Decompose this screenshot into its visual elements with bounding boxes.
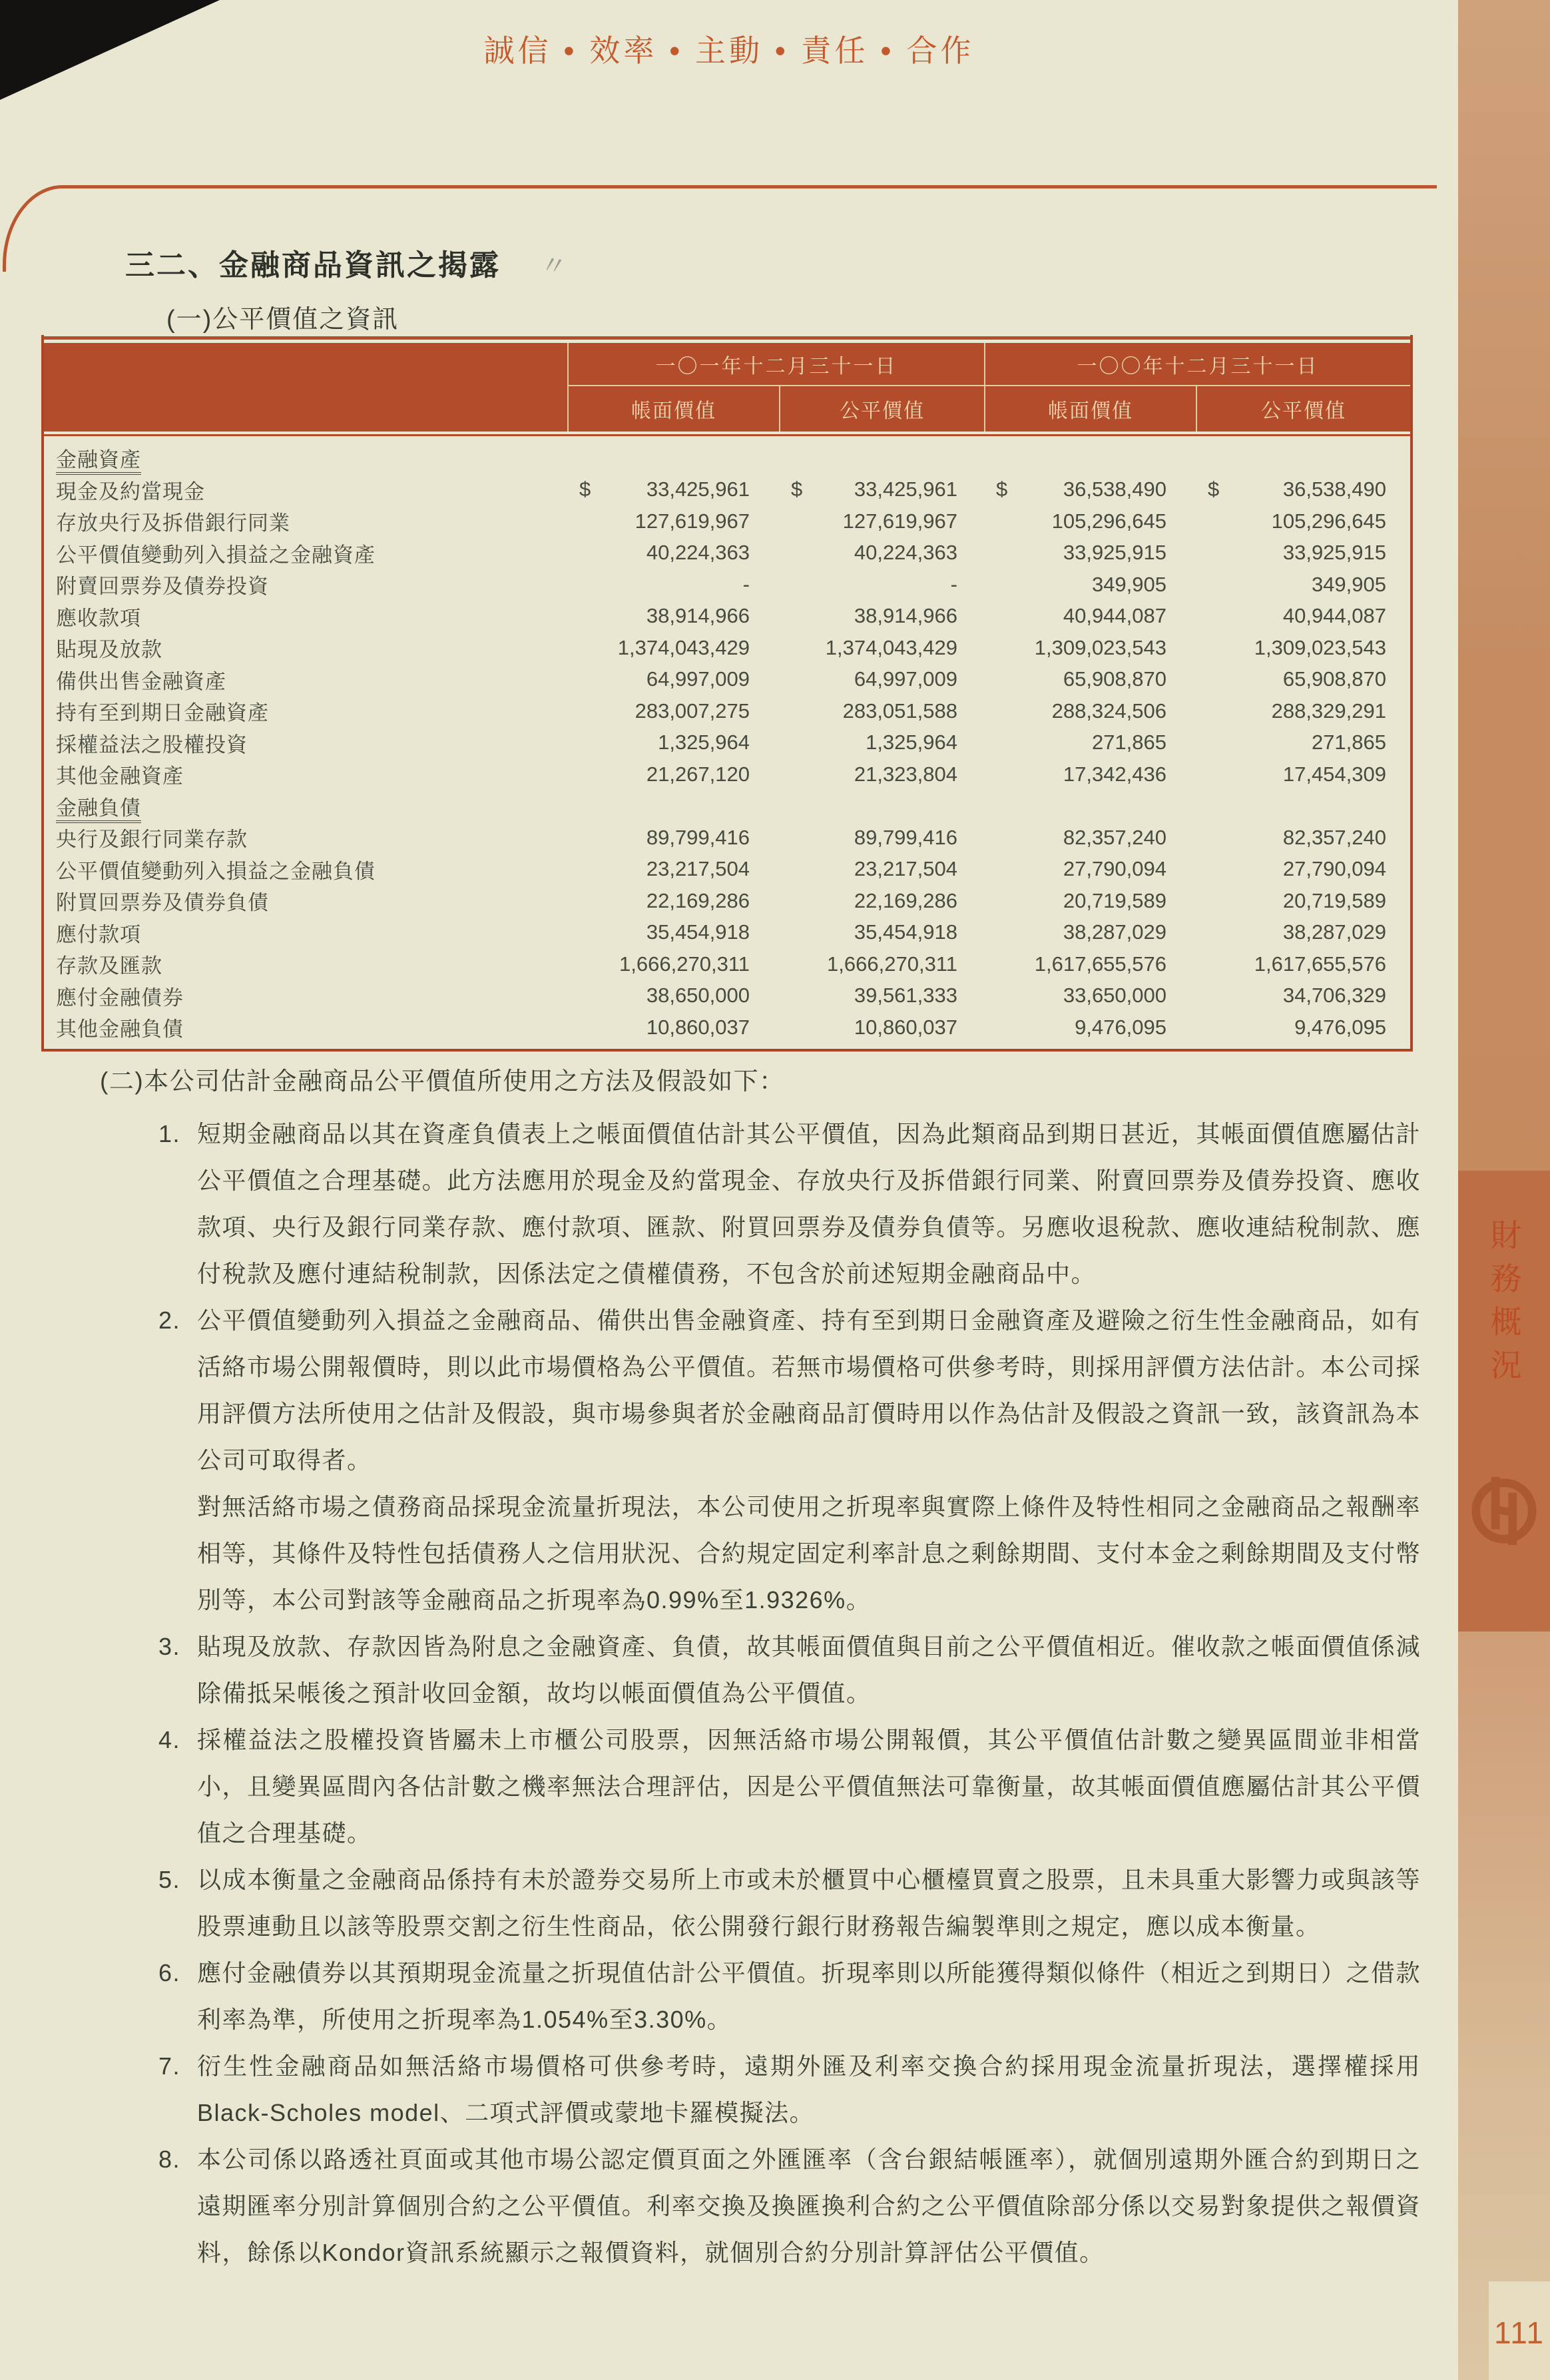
cell-value: 33,425,961 bbox=[854, 477, 957, 501]
value-cell bbox=[779, 1016, 984, 1040]
notes-heading: (二)本公司估計金融商品公平價值所使用之方法及假設如下： bbox=[100, 1067, 785, 1095]
table-row bbox=[44, 537, 1410, 569]
sidebar-tab bbox=[1458, 1171, 1550, 1632]
note-item bbox=[158, 1717, 1421, 1857]
cell-value: 38,914,966 bbox=[646, 604, 750, 628]
note-item bbox=[158, 1111, 1421, 1297]
note-item bbox=[158, 2136, 1421, 2276]
table-row bbox=[44, 569, 1410, 601]
banner-slogan: 誠信 • 效率 • 主動 • 責任 • 合作 bbox=[483, 33, 975, 68]
value-cell bbox=[984, 604, 1196, 628]
row-label-cell bbox=[44, 696, 567, 726]
cell-value: 22,169,286 bbox=[854, 888, 957, 912]
value-cell bbox=[1196, 573, 1410, 597]
notes-items bbox=[158, 1111, 1421, 2276]
cell-value: 89,799,416 bbox=[854, 825, 957, 849]
value-cell bbox=[984, 889, 1196, 913]
cell-value: 9,476,095 bbox=[1075, 1015, 1166, 1039]
cell-value: 40,224,363 bbox=[854, 541, 957, 565]
row-label: 應付金融債券 bbox=[56, 986, 184, 1010]
cell-value: 283,007,275 bbox=[635, 699, 750, 723]
cell-value: 34,706,329 bbox=[1282, 984, 1386, 1008]
value-cell bbox=[779, 699, 984, 723]
note-text: 對無活絡市場之債務商品採現金流量折現法，本公司使用之折現率與實際上條件及特性相同之金融商品之報酬率相等，其條件及特性包括債務人之信用狀況、合約規定固定利率計息之剩餘期間、支付本金之剩餘期間及支付幣別等，本公司對該等金融商品之折現率為0.99%至1.9326%。 bbox=[197, 1493, 1421, 1614]
value-cell bbox=[567, 952, 779, 976]
value-cell bbox=[1196, 636, 1410, 660]
value-cell bbox=[567, 477, 779, 501]
cell-value: 10,860,037 bbox=[854, 1015, 957, 1039]
page-number-box bbox=[1489, 2281, 1550, 2380]
note-item bbox=[158, 1624, 1421, 1717]
banner-divider-curve bbox=[3, 185, 67, 272]
cell-value: 1,666,270,311 bbox=[827, 952, 957, 976]
cell-value: 27,790,094 bbox=[1282, 857, 1386, 881]
cell-value: 27,790,094 bbox=[1063, 857, 1166, 881]
value-cell bbox=[984, 477, 1196, 501]
cell-value: 35,454,918 bbox=[854, 920, 957, 944]
value-cell bbox=[567, 667, 779, 691]
value-cell bbox=[779, 509, 984, 533]
value-cell bbox=[779, 984, 984, 1008]
cell-value: 89,799,416 bbox=[646, 825, 750, 849]
cell-value: 40,944,087 bbox=[1282, 604, 1386, 628]
row-label-cell bbox=[44, 886, 567, 916]
note-number: 8. bbox=[158, 2146, 181, 2173]
table-row bbox=[44, 632, 1410, 664]
cell-value: 33,925,915 bbox=[1282, 541, 1386, 565]
value-cell bbox=[1196, 984, 1410, 1008]
note-text: 公平價值變動列入損益之金融商品、備供出售金融資產、持有至到期日金融資產及避險之衍生性金融商品，如有活絡市場公開報價時，則以此市場價格為公平價值。若無市場價格可供參考時，則採用評價方法估計。本公司採用評價方法所使用之估計及假設，與市場參與者於金融商品訂價時用以作為估計及假設之資訊一致，該資訊為本公司可取得者。 bbox=[197, 1307, 1421, 1474]
currency-symbol: $ bbox=[791, 477, 803, 501]
value-cell bbox=[779, 636, 984, 660]
value-cell bbox=[567, 731, 779, 754]
header-bottom-rule bbox=[44, 432, 1410, 438]
row-label: 持有至到期日金融資產 bbox=[56, 701, 269, 725]
value-cell bbox=[984, 952, 1196, 976]
value-cell bbox=[567, 920, 779, 944]
cell-value: 21,323,804 bbox=[854, 762, 957, 786]
cell-value: 17,454,309 bbox=[1282, 762, 1386, 786]
table-row bbox=[44, 854, 1410, 886]
table-row bbox=[44, 758, 1410, 790]
row-label-cell bbox=[44, 633, 567, 663]
row-label: 金融負債 bbox=[56, 796, 141, 823]
notes-section bbox=[100, 1060, 1421, 2276]
value-cell bbox=[984, 1016, 1196, 1040]
cell-value: 33,650,000 bbox=[1063, 984, 1166, 1008]
row-label: 央行及銀行同業存款 bbox=[56, 828, 248, 852]
value-cell bbox=[567, 984, 779, 1008]
cell-value: 127,619,967 bbox=[842, 509, 957, 533]
value-cell bbox=[1196, 509, 1410, 533]
subsection-title: (一)公平價值之資訊 bbox=[166, 306, 399, 334]
sidebar-strip bbox=[1458, 0, 1550, 2380]
value-cell bbox=[984, 636, 1196, 660]
section-row bbox=[44, 442, 1410, 474]
table-row bbox=[44, 695, 1410, 727]
value-cell bbox=[779, 920, 984, 944]
value-cell bbox=[567, 857, 779, 881]
column-header-book-value-101: 帳面價值 bbox=[567, 386, 779, 432]
row-label-cell bbox=[44, 759, 567, 789]
cell-value: - bbox=[742, 572, 750, 596]
value-cell bbox=[779, 604, 984, 628]
row-label-cell bbox=[44, 443, 567, 473]
table-top-rule bbox=[44, 335, 1410, 343]
value-cell bbox=[984, 762, 1196, 786]
cell-value: 17,342,436 bbox=[1063, 762, 1166, 786]
column-header-fair-value-101: 公平價值 bbox=[779, 386, 984, 432]
page-number: 111 bbox=[1494, 2315, 1545, 2350]
cell-value: 1,374,043,429 bbox=[617, 635, 750, 659]
value-cell bbox=[779, 889, 984, 913]
table-row bbox=[44, 980, 1410, 1012]
cell-value: 40,944,087 bbox=[1063, 604, 1166, 628]
value-cell bbox=[984, 541, 1196, 565]
table-row bbox=[44, 727, 1410, 759]
cell-value: 38,650,000 bbox=[646, 984, 750, 1008]
row-label-cell bbox=[44, 665, 567, 695]
cell-value: 1,666,270,311 bbox=[619, 952, 750, 976]
note-text: 貼現及放款、存款因皆為附息之金融資產、負債，故其帳面價值與目前之公平價值相近。催收款之帳面價值係減除備抵呆帳後之預計收回金額，故均以帳面價值為公平價值。 bbox=[197, 1633, 1421, 1707]
note-text: 應付金融債券以其預期現金流量之折現值估計公平價值。折現率則以所能獲得類似條件（相近之到期日）之借款利率為準，所使用之折現率為1.054%至3.30%。 bbox=[197, 1959, 1421, 2033]
value-cell bbox=[984, 573, 1196, 597]
cell-value: 82,357,240 bbox=[1063, 825, 1166, 849]
row-label: 公平價值變動列入損益之金融資產 bbox=[56, 543, 376, 567]
cell-value: 1,325,964 bbox=[658, 731, 750, 754]
cell-value: 10,860,037 bbox=[646, 1015, 750, 1039]
column-header-book-value-100: 帳面價值 bbox=[984, 386, 1196, 432]
row-label: 現金及約當現金 bbox=[56, 479, 205, 503]
note-number: 1. bbox=[158, 1120, 181, 1147]
row-label-cell bbox=[44, 475, 567, 505]
value-cell bbox=[567, 573, 779, 597]
row-label: 貼現及放款 bbox=[56, 638, 162, 662]
cell-value: 20,719,589 bbox=[1282, 888, 1386, 912]
cell-value: 65,908,870 bbox=[1063, 667, 1166, 691]
row-label: 應付款項 bbox=[56, 922, 141, 946]
value-cell bbox=[779, 477, 984, 501]
row-label-cell bbox=[44, 569, 567, 599]
value-cell bbox=[567, 1016, 779, 1040]
value-cell bbox=[779, 857, 984, 881]
value-cell bbox=[779, 826, 984, 850]
cell-value: 288,329,291 bbox=[1271, 699, 1386, 723]
value-cell bbox=[1196, 731, 1410, 754]
value-cell bbox=[567, 604, 779, 628]
cell-value: 288,324,506 bbox=[1051, 699, 1166, 723]
cell-value: 23,217,504 bbox=[854, 857, 957, 881]
value-cell bbox=[779, 667, 984, 691]
value-cell bbox=[1196, 857, 1410, 881]
cell-value: 64,997,009 bbox=[854, 667, 957, 691]
row-label: 應收款項 bbox=[56, 606, 141, 630]
value-cell bbox=[567, 762, 779, 786]
row-label: 附買回票券及債券負債 bbox=[56, 891, 269, 915]
value-cell bbox=[984, 699, 1196, 723]
cell-value: 349,905 bbox=[1311, 572, 1386, 596]
page-title: 三二、金融商品資訊之揭露 bbox=[125, 249, 501, 282]
cell-value: 20,719,589 bbox=[1063, 888, 1166, 912]
row-label: 其他金融負債 bbox=[56, 1018, 184, 1041]
cell-value: 38,914,966 bbox=[854, 604, 957, 628]
row-label-cell bbox=[44, 538, 567, 568]
fair-value-table bbox=[41, 335, 1413, 1051]
cell-value: 105,296,645 bbox=[1051, 509, 1166, 533]
table-row bbox=[44, 664, 1410, 696]
note-number: 4. bbox=[158, 1726, 181, 1753]
value-cell bbox=[779, 762, 984, 786]
column-group-year-100: 一〇〇年十二月三十一日 bbox=[984, 343, 1410, 385]
note-number: 6. bbox=[158, 1959, 181, 1986]
value-cell bbox=[984, 667, 1196, 691]
value-cell bbox=[1196, 889, 1410, 913]
note-number: 3. bbox=[158, 1633, 181, 1660]
row-label-cell bbox=[44, 728, 567, 758]
table-header bbox=[44, 343, 1410, 432]
table-row bbox=[44, 917, 1410, 949]
value-cell bbox=[984, 920, 1196, 944]
row-label: 附賣回票券及債券投資 bbox=[56, 575, 269, 599]
cell-value: 36,538,490 bbox=[1282, 477, 1386, 501]
value-cell bbox=[1196, 604, 1410, 628]
value-cell bbox=[1196, 826, 1410, 850]
value-cell bbox=[567, 509, 779, 533]
cell-value: 1,617,655,576 bbox=[1034, 952, 1166, 976]
value-cell bbox=[1196, 541, 1410, 565]
row-label-cell bbox=[44, 506, 567, 536]
cell-value: 1,617,655,576 bbox=[1254, 952, 1386, 976]
cell-value: 21,267,120 bbox=[646, 762, 750, 786]
value-cell bbox=[567, 699, 779, 723]
cell-value: 40,224,363 bbox=[646, 541, 750, 565]
cell-value: 82,357,240 bbox=[1282, 825, 1386, 849]
cell-value: 38,287,029 bbox=[1063, 920, 1166, 944]
row-label-cell bbox=[44, 854, 567, 884]
cell-value: 283,051,588 bbox=[842, 699, 957, 723]
row-label-cell bbox=[44, 822, 567, 852]
value-cell bbox=[779, 541, 984, 565]
value-cell bbox=[984, 731, 1196, 754]
cell-value: 33,925,915 bbox=[1063, 541, 1166, 565]
note-number: 2. bbox=[158, 1307, 181, 1334]
cell-value: 349,905 bbox=[1091, 572, 1166, 596]
value-cell bbox=[567, 889, 779, 913]
cell-value: 1,325,964 bbox=[866, 731, 957, 754]
row-label: 存放央行及拆借銀行同業 bbox=[56, 511, 290, 535]
value-cell bbox=[984, 857, 1196, 881]
huanan-bank-logo-icon bbox=[1465, 1472, 1543, 1550]
value-cell bbox=[1196, 920, 1410, 944]
value-cell bbox=[984, 984, 1196, 1008]
note-number: 7. bbox=[158, 2052, 181, 2080]
value-cell bbox=[567, 541, 779, 565]
value-cell bbox=[1196, 952, 1410, 976]
row-label-cell bbox=[44, 949, 567, 979]
cell-value: - bbox=[950, 572, 957, 596]
note-item bbox=[158, 1857, 1421, 1950]
note-item bbox=[158, 2043, 1421, 2136]
value-cell bbox=[1196, 667, 1410, 691]
value-cell bbox=[984, 509, 1196, 533]
value-cell bbox=[779, 952, 984, 976]
cell-value: 271,865 bbox=[1091, 731, 1166, 754]
cell-value: 271,865 bbox=[1311, 731, 1386, 754]
table-row bbox=[44, 948, 1410, 980]
note-item bbox=[158, 1484, 1421, 1624]
cell-value: 1,309,023,543 bbox=[1254, 635, 1386, 659]
handwritten-mark: 〃 bbox=[538, 250, 569, 283]
row-label: 存款及匯款 bbox=[56, 954, 162, 978]
note-text: 本公司係以路透社頁面或其他市場公認定價頁面之外匯匯率（含台銀結帳匯率），就個別遠期外匯合約到期日之遠期匯率分別計算個別合約之公平價值。利率交換及換匯換利合約之公平價值除部分係以交易對象提供之報價資料，餘係以Kondor資訊系統顯示之報價資料，就個別合約分別計算評估公平價值。 bbox=[197, 2146, 1421, 2266]
note-text: 短期金融商品以其在資產負債表上之帳面價值估計其公平價值，因為此類商品到期日甚近，其帳面價值應屬估計公平價值之合理基礎。此方法應用於現金及約當現金、存放央行及拆借銀行同業、附賣回票券及債券投資、應收款項、央行及銀行同業存款、應付款項、匯款、附買回票券及債券負債等。另應收退稅款、應收連結稅制款、應付稅款及應付連結稅制款，因係法定之債權債務，不包含於前述短期金融商品中。 bbox=[197, 1120, 1421, 1287]
note-item bbox=[158, 1950, 1421, 2043]
cell-value: 9,476,095 bbox=[1294, 1015, 1386, 1039]
value-cell bbox=[779, 573, 984, 597]
table-row bbox=[44, 822, 1410, 854]
cell-value: 23,217,504 bbox=[646, 857, 750, 881]
table-row bbox=[44, 885, 1410, 917]
cell-value: 65,908,870 bbox=[1282, 667, 1386, 691]
row-label: 公平價值變動列入損益之金融負債 bbox=[56, 859, 376, 883]
table-body bbox=[44, 438, 1410, 1049]
note-text: 衍生性金融商品如無活絡市場價格可供參考時，遠期外匯及利率交換合約採用現金流量折現法，選擇權採用Black-Scholes model、二項式評價或蒙地卡羅模擬法。 bbox=[197, 2052, 1421, 2126]
cell-value: 38,287,029 bbox=[1282, 920, 1386, 944]
value-cell bbox=[1196, 477, 1410, 501]
cell-value: 33,425,961 bbox=[646, 477, 750, 501]
cell-value: 39,561,333 bbox=[854, 984, 957, 1008]
value-cell bbox=[567, 826, 779, 850]
section-row bbox=[44, 790, 1410, 822]
table-row bbox=[44, 505, 1410, 537]
cell-value: 35,454,918 bbox=[646, 920, 750, 944]
table-row bbox=[44, 474, 1410, 506]
column-group-year-101: 一〇一年十二月三十一日 bbox=[567, 343, 984, 385]
row-label-cell bbox=[44, 791, 567, 821]
row-label-cell bbox=[44, 601, 567, 631]
currency-symbol: $ bbox=[996, 477, 1008, 501]
row-label: 其他金融資產 bbox=[56, 764, 184, 788]
value-cell bbox=[779, 731, 984, 754]
note-item bbox=[158, 1297, 1421, 1484]
value-cell bbox=[984, 826, 1196, 850]
row-label-cell bbox=[44, 918, 567, 948]
value-cell bbox=[567, 636, 779, 660]
row-label: 備供出售金融資產 bbox=[56, 669, 226, 693]
currency-symbol: $ bbox=[1208, 477, 1220, 501]
cell-value: 22,169,286 bbox=[646, 888, 750, 912]
table-row bbox=[44, 601, 1410, 633]
note-number: 5. bbox=[158, 1866, 181, 1893]
table-row bbox=[44, 1012, 1410, 1043]
column-header-fair-value-100: 公平價值 bbox=[1196, 386, 1410, 432]
row-label-cell bbox=[44, 981, 567, 1011]
value-cell bbox=[1196, 762, 1410, 786]
value-cell bbox=[1196, 1016, 1410, 1040]
row-label-cell bbox=[44, 1012, 567, 1042]
value-cell bbox=[1196, 699, 1410, 723]
cell-value: 36,538,490 bbox=[1063, 477, 1166, 501]
sidebar-tab-label: 財務概況 bbox=[1486, 1219, 1522, 1392]
note-text: 採權益法之股權投資皆屬未上市櫃公司股票，因無活絡市場公開報價，其公平價值估計數之變異區間並非相當小，且變異區間內各估計數之機率無法合理評估，因是公平價值無法可靠衡量，故其帳面價值應屬估計其公平價值之合理基礎。 bbox=[197, 1726, 1421, 1847]
note-text: 以成本衡量之金融商品係持有未於證券交易所上市或未於櫃買中心櫃檯買賣之股票，且未具重大影響力或與該等股票連動且以該等股票交割之衍生性商品，依公開發行銀行財務報告編製準則之規定，應以成本衡量。 bbox=[197, 1866, 1421, 1940]
cell-value: 1,309,023,543 bbox=[1034, 635, 1166, 659]
currency-symbol: $ bbox=[579, 477, 591, 501]
cell-value: 1,374,043,429 bbox=[825, 635, 957, 659]
row-label: 金融資產 bbox=[56, 448, 141, 475]
cell-value: 64,997,009 bbox=[646, 667, 750, 691]
banner-divider bbox=[64, 185, 1437, 188]
cell-value: 105,296,645 bbox=[1271, 509, 1386, 533]
cell-value: 127,619,967 bbox=[635, 509, 750, 533]
row-label: 採權益法之股權投資 bbox=[56, 733, 248, 756]
